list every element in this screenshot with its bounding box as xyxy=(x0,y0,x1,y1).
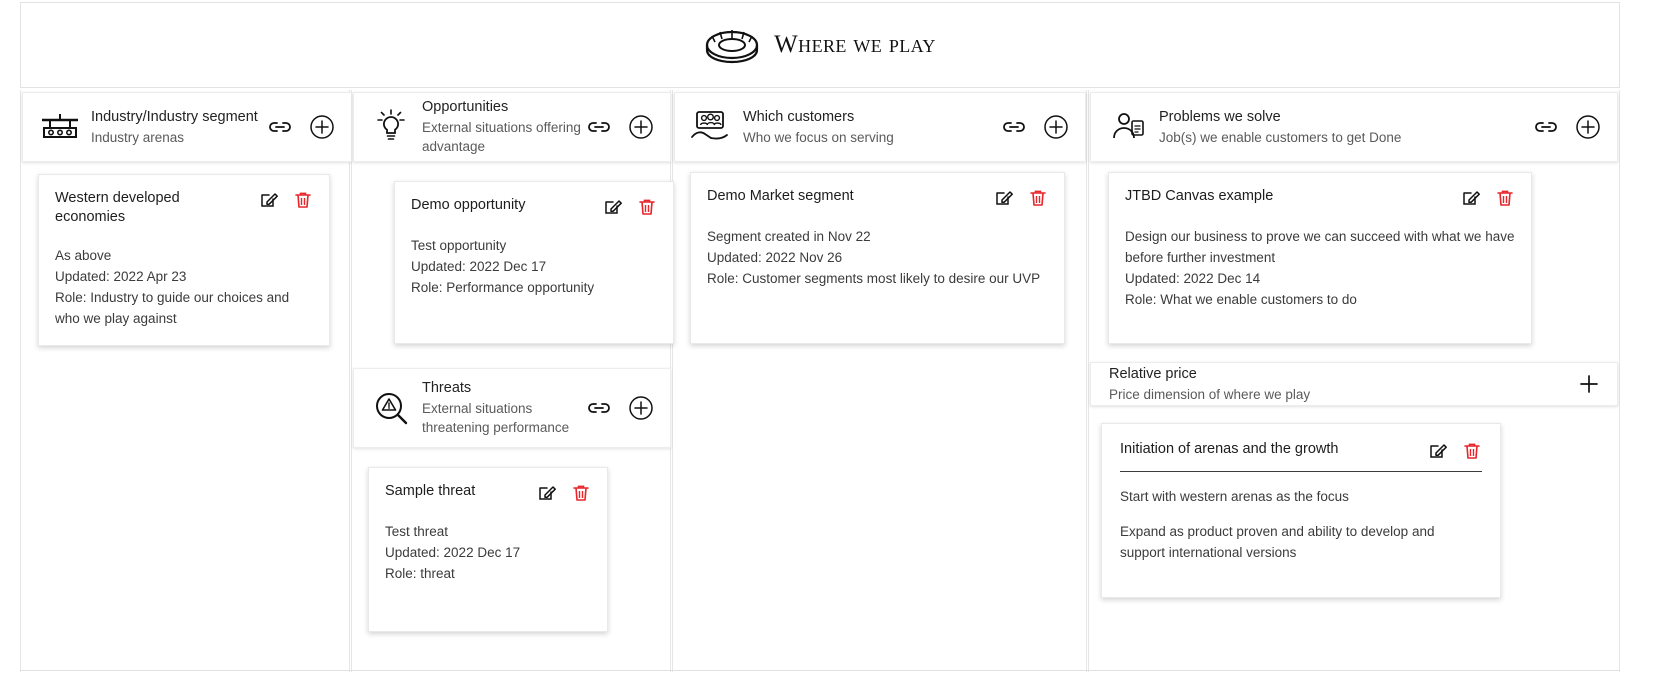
person-task-icon xyxy=(1101,107,1155,147)
link-icon[interactable] xyxy=(586,117,612,137)
trash-icon[interactable] xyxy=(1462,441,1482,461)
card-line: Updated: 2022 Apr 23 xyxy=(55,269,187,284)
section-subtitle: Job(s) we enable customers to get Done xyxy=(1159,129,1402,145)
plus-circle-icon[interactable] xyxy=(628,395,654,421)
trash-icon[interactable] xyxy=(637,197,657,217)
plus-circle-icon[interactable] xyxy=(1043,114,1069,140)
section-text-customers xyxy=(739,108,1001,147)
lightbulb-icon xyxy=(364,108,418,146)
card-title: Sample threat xyxy=(385,483,476,499)
link-icon[interactable] xyxy=(1533,117,1559,137)
card-body xyxy=(1120,486,1482,563)
edit-icon[interactable] xyxy=(994,188,1014,208)
card-head xyxy=(1125,187,1515,208)
card-line: Role: Customer segments most likely to desire our UVP xyxy=(707,271,1041,286)
section-title: Problems we solve xyxy=(1159,108,1281,125)
card-line: Design our business to prove we can succeed with what we have before further investment xyxy=(1125,229,1515,265)
section-subtitle: Industry arenas xyxy=(91,129,185,145)
card-line: Segment created in Nov 22 xyxy=(707,229,871,244)
card-paragraph: Start with western arenas as the focus xyxy=(1120,489,1349,504)
stadium-icon xyxy=(704,23,760,67)
card-tools xyxy=(994,187,1048,208)
section-title: Relative price xyxy=(1109,365,1197,382)
plus-circle-icon[interactable] xyxy=(309,114,335,140)
section-title: Opportunities xyxy=(422,99,509,115)
card-head xyxy=(707,187,1048,208)
section-title: Industry/Industry segment xyxy=(91,108,258,125)
plus-circle-icon[interactable] xyxy=(628,114,654,140)
section-header-industry xyxy=(22,92,352,162)
section-header-problems xyxy=(1090,92,1618,162)
header-inner xyxy=(704,23,936,67)
section-text-relative-price xyxy=(1101,365,1577,404)
section-text-opportunities xyxy=(418,98,586,156)
card-title: Western developed economies xyxy=(55,190,180,225)
trash-icon[interactable] xyxy=(1495,188,1515,208)
card-tools xyxy=(1461,187,1515,208)
card-demo-market-segment[interactable] xyxy=(690,172,1065,344)
card-demo-opportunity[interactable] xyxy=(394,181,674,344)
card-body xyxy=(707,226,1048,289)
section-header-customers xyxy=(674,92,1086,162)
section-title: Which customers xyxy=(743,108,855,125)
industry-bench-icon xyxy=(33,110,87,144)
section-text-industry xyxy=(87,108,267,147)
section-subtitle: Who we focus on serving xyxy=(743,129,894,145)
edit-icon[interactable] xyxy=(1461,188,1481,208)
card-body xyxy=(1125,226,1515,310)
card-title: Initiation of arenas and the growth xyxy=(1120,441,1339,457)
bottom-divider xyxy=(20,670,1620,671)
card-sample-threat[interactable] xyxy=(368,467,608,632)
page-header xyxy=(20,2,1620,88)
section-header-opportunities xyxy=(353,92,671,162)
card-line: Test opportunity xyxy=(411,238,507,253)
link-icon[interactable] xyxy=(267,117,293,137)
section-title: Threats xyxy=(422,380,472,396)
card-line: Role: What we enable customers to do xyxy=(1125,292,1357,307)
card-body xyxy=(385,521,591,584)
card-line: Role: Industry to guide our choices and who we play against xyxy=(55,290,290,326)
card-title: Demo opportunity xyxy=(411,197,526,213)
card-line: Updated: 2022 Dec 14 xyxy=(1125,271,1261,286)
card-western-developed-economies[interactable] xyxy=(38,174,330,346)
edit-icon[interactable] xyxy=(537,483,557,503)
section-actions-problems xyxy=(1533,114,1607,140)
card-head xyxy=(1120,440,1482,472)
card-title: Demo Market segment xyxy=(707,188,854,204)
card-initiation-of-arenas[interactable] xyxy=(1101,423,1501,598)
card-body xyxy=(411,235,657,298)
card-line: Updated: 2022 Dec 17 xyxy=(411,259,547,274)
card-line: Updated: 2022 Nov 26 xyxy=(707,250,843,265)
card-head xyxy=(411,196,657,217)
page-title: Where we play xyxy=(774,31,936,58)
card-line: Updated: 2022 Dec 17 xyxy=(385,545,521,560)
section-subtitle: External situations offering advantage xyxy=(422,120,581,154)
card-tools xyxy=(537,482,591,503)
card-tools xyxy=(259,189,313,210)
trash-icon[interactable] xyxy=(1028,188,1048,208)
card-line: Role: threat xyxy=(385,566,455,581)
edit-icon[interactable] xyxy=(1428,441,1448,461)
section-actions-threats xyxy=(586,395,660,421)
card-title: JTBD Canvas example xyxy=(1125,188,1274,204)
card-head xyxy=(385,482,591,503)
card-body xyxy=(55,245,313,329)
section-actions-relative-price xyxy=(1577,372,1607,396)
link-icon[interactable] xyxy=(586,398,612,418)
plus-icon[interactable] xyxy=(1577,372,1601,396)
card-line: Role: Performance opportunity xyxy=(411,280,595,295)
card-paragraph: Expand as product proven and ability to develop and support international versions xyxy=(1120,524,1435,560)
edit-icon[interactable] xyxy=(259,190,279,210)
card-jtbd-canvas-example[interactable] xyxy=(1108,172,1532,344)
section-subtitle: External situations threatening performance xyxy=(422,401,570,435)
edit-icon[interactable] xyxy=(603,197,623,217)
customers-hand-icon xyxy=(685,107,739,147)
trash-icon[interactable] xyxy=(293,190,313,210)
section-text-problems xyxy=(1155,108,1533,147)
section-text-threats xyxy=(418,379,586,437)
card-head xyxy=(55,189,313,227)
card-line: As above xyxy=(55,248,112,263)
section-header-threats xyxy=(353,368,671,448)
section-header-relative-price xyxy=(1090,362,1618,406)
card-line: Test threat xyxy=(385,524,449,539)
link-icon[interactable] xyxy=(1001,117,1027,137)
card-tools xyxy=(603,196,657,217)
plus-circle-icon[interactable] xyxy=(1575,114,1601,140)
section-subtitle: Price dimension of where we play xyxy=(1109,386,1311,402)
section-actions-opportunities xyxy=(586,114,660,140)
card-tools xyxy=(1428,440,1482,461)
section-actions-customers xyxy=(1001,114,1075,140)
section-actions-industry xyxy=(267,114,341,140)
threat-magnifier-icon xyxy=(364,387,418,429)
trash-icon[interactable] xyxy=(571,483,591,503)
